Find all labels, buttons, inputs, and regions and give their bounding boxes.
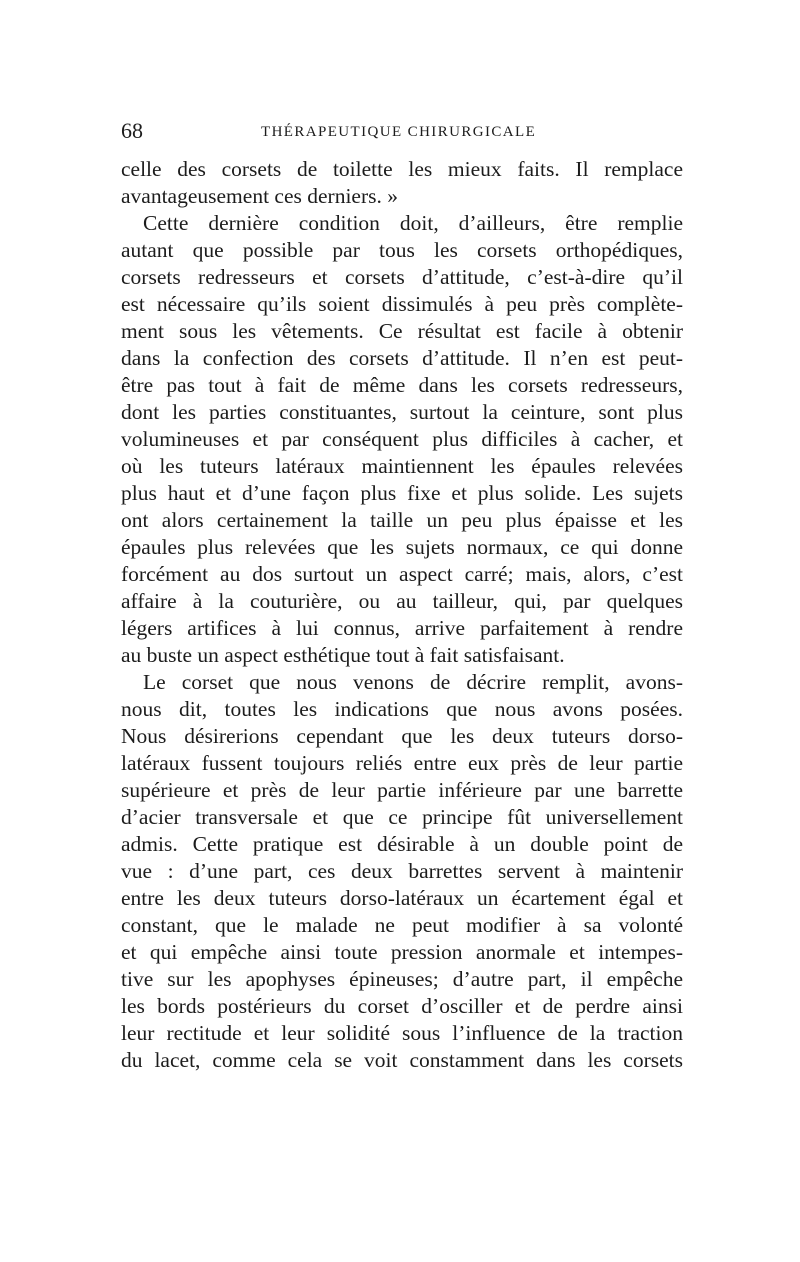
text-line: épaules plus relevées que les sujets normaux, ce qui donne (121, 535, 683, 559)
text-line: nous dit, toutes les indications que nous avons posées. (121, 697, 683, 721)
text-line: leur rectitude et leur solidité sous l’influence de la traction (121, 1021, 683, 1045)
text-line: admis. Cette pratique est désirable à un double point de (121, 832, 683, 856)
text-line: dans la confection des corsets d’attitude. Il n’en est peut- (121, 346, 683, 370)
text-line: forcément au dos surtout un aspect carré; mais, alors, c’est (121, 562, 683, 586)
text-line: au buste un aspect esthétique tout à fait satisfaisant. (121, 643, 565, 667)
text-line: plus haut et d’une façon plus fixe et plus solide. Les sujets (121, 481, 683, 505)
text-line: être pas tout à fait de même dans les corsets redresseurs, (121, 373, 683, 397)
text-line: entre les deux tuteurs dorso-latéraux un écartement égal et (121, 886, 683, 910)
text-line: affaire à la couturière, ou au tailleur, qui, par quelques (121, 589, 683, 613)
text-line: ont alors certainement la taille un peu plus épaisse et les (121, 508, 683, 532)
text-line: Cette dernière condition doit, d’ailleurs, être remplie (143, 211, 683, 235)
running-title: THÉRAPEUTIQUE CHIRURGICALE (261, 124, 537, 140)
text-line: d’acier transversale et que ce principe fût universellement (121, 805, 683, 829)
text-line: celle des corsets de toilette les mieux faits. Il remplace (121, 157, 683, 181)
text-line: avantageusement ces derniers. » (121, 184, 398, 208)
text-line: et qui empêche ainsi toute pression anormale et intempes- (121, 940, 683, 964)
text-line: où les tuteurs latéraux maintiennent les épaules relevées (121, 454, 683, 478)
text-line: Nous désirerions cependant que les deux tuteurs dorso- (121, 724, 683, 748)
text-line: ment sous les vêtements. Ce résultat est facile à obtenir (121, 319, 683, 343)
page-number: 68 (121, 118, 143, 143)
text-line: les bords postérieurs du corset d’osciller et de perdre ainsi (121, 994, 683, 1018)
text-line: supérieure et près de leur partie inférieure par une barrette (121, 778, 683, 802)
text-line: vue : d’une part, ces deux barrettes servent à maintenir (121, 859, 683, 883)
text-line: autant que possible par tous les corsets orthopédiques, (121, 238, 683, 262)
text-line: latéraux fussent toujours reliés entre eux près de leur partie (121, 751, 683, 775)
text-line: du lacet, comme cela se voit constamment dans les corsets (121, 1048, 683, 1072)
running-head (121, 116, 683, 146)
text-line: Le corset que nous venons de décrire remplit, avons- (143, 670, 683, 694)
body-text (121, 156, 683, 1074)
text-line: est nécessaire qu’ils soient dissimulés à peu près complète- (121, 292, 683, 316)
text-line: légers artifices à lui connus, arrive parfaitement à rendre (121, 616, 683, 640)
text-line: corsets redresseurs et corsets d’attitude, c’est-à-dire qu’il (121, 265, 683, 289)
text-line: dont les parties constituantes, surtout la ceinture, sont plus (121, 400, 683, 424)
text-line: volumineuses et par conséquent plus difficiles à cacher, et (121, 427, 683, 451)
text-line: constant, que le malade ne peut modifier à sa volonté (121, 913, 683, 937)
text-line: tive sur les apophyses épineuses; d’autre part, il empêche (121, 967, 683, 991)
